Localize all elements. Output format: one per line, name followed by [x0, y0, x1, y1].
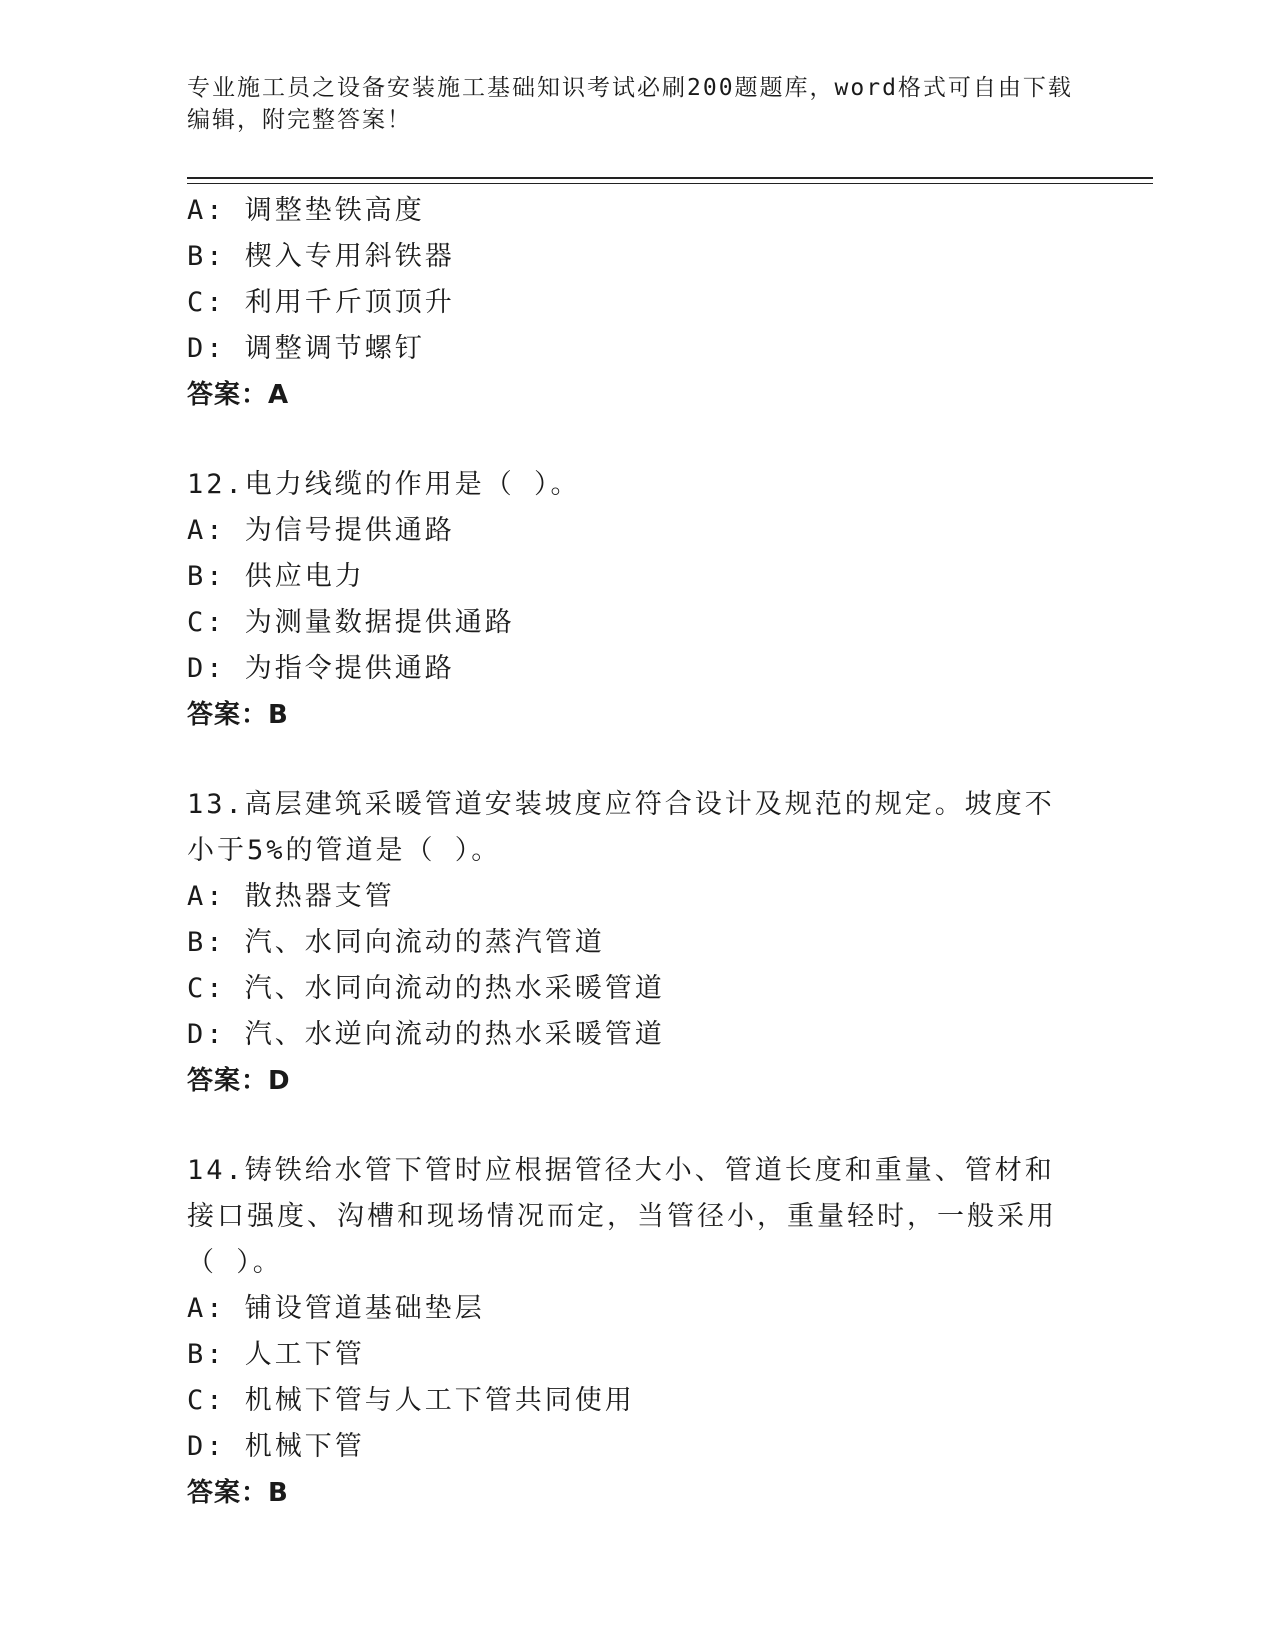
- option-a: A: 铺设管道基础垫层: [187, 1293, 485, 1324]
- spacer: [187, 738, 1087, 782]
- question-14: [187, 1148, 1087, 1516]
- option-a: A: 散热器支管: [187, 881, 395, 912]
- question-list: [187, 188, 1087, 1516]
- header-divider-thick: [187, 177, 1153, 179]
- question-text: 13.高层建筑采暖管道安装坡度应符合设计及规范的规定。坡度不小于5%的管道是（ ）。: [187, 789, 1055, 866]
- option-d: D: 调整调节螺钉: [187, 333, 425, 364]
- question-text: 12.电力线缆的作用是（ ）。: [187, 469, 581, 500]
- answer-line: 答案：D: [187, 1066, 291, 1096]
- option-a: A: 为信号提供通路: [187, 515, 455, 546]
- option-c: C: 为测量数据提供通路: [187, 607, 515, 638]
- question-11-continued: [187, 188, 1087, 418]
- option-b: B: 汽、水同向流动的蒸汽管道: [187, 927, 605, 958]
- option-d: D: 为指令提供通路: [187, 653, 455, 684]
- option-c: C: 利用千斤顶顶升: [187, 287, 455, 318]
- answer-line: 答案：A: [187, 380, 290, 410]
- header-divider-thin: [187, 183, 1153, 184]
- spacer: [187, 418, 1087, 462]
- answer-line: 答案：B: [187, 700, 289, 730]
- option-d: D: 汽、水逆向流动的热水采暖管道: [187, 1019, 665, 1050]
- option-c: C: 汽、水同向流动的热水采暖管道: [187, 973, 665, 1004]
- spacer: [187, 1104, 1087, 1148]
- answer-line: 答案：B: [187, 1478, 289, 1508]
- question-text: 14.铸铁给水管下管时应根据管径大小、管道长度和重量、管材和接口强度、沟槽和现场情况而定，当管径小，重量轻时，一般采用（ ）。: [187, 1155, 1057, 1278]
- option-c: C: 机械下管与人工下管共同使用: [187, 1385, 635, 1416]
- option-d: D: 机械下管: [187, 1431, 365, 1462]
- option-b: B: 楔入专用斜铁器: [187, 241, 455, 272]
- question-13: [187, 782, 1087, 1104]
- document-header: 专业施工员之设备安装施工基础知识考试必刷200题题库，word格式可自由下载编辑，附完整答案！: [187, 75, 1073, 133]
- option-b: B: 人工下管: [187, 1339, 365, 1370]
- option-b: B: 供应电力: [187, 561, 365, 592]
- option-a: A: 调整垫铁高度: [187, 195, 425, 226]
- question-12: [187, 462, 1087, 738]
